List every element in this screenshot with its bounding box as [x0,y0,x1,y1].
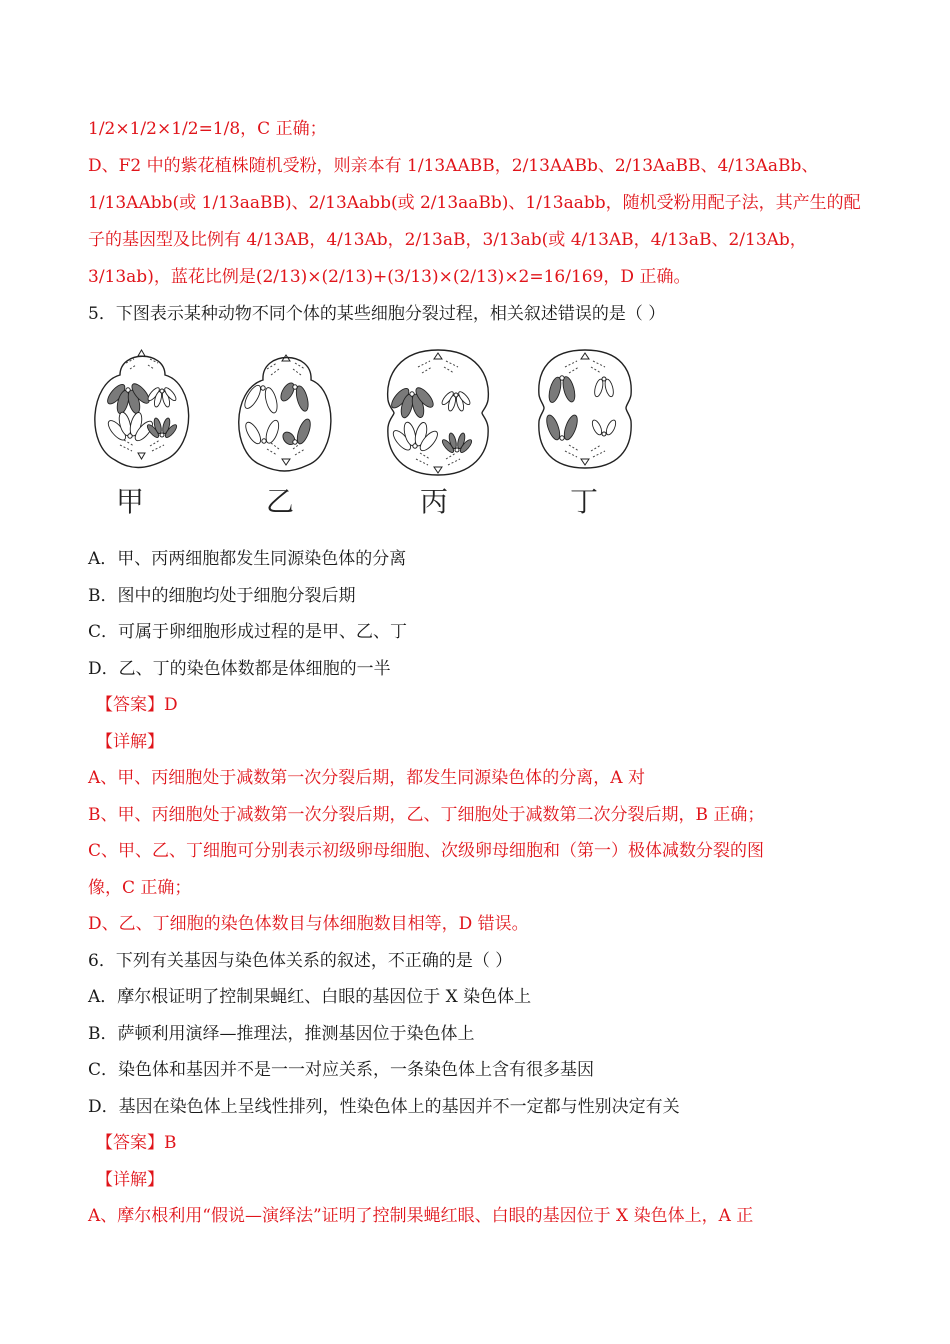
prev-explanation-line: 1/2×1/2×1/2=1/8，C 正确； [88,119,327,139]
cell-ding-diagram [535,345,635,475]
q6-stem: 6．下列有关基因与染色体关系的叙述，不正确的是（ ） [88,951,513,971]
prev-explanation-line: 子的基因型及比例有 4/13AB，4/13Ab，2/13aB，3/13ab(或 4/13AB，4/13aB、2/13Ab， [88,230,807,250]
cell-bing-diagram [386,345,491,480]
q5-stem: 5．下图表示某种动物不同个体的某些细胞分裂过程，相关叙述错误的是（ ） [88,304,666,324]
q6-explain-line: A、摩尔根利用“假说—演绎法”证明了控制果蝇红眼、白眼的基因位于 X 染色体上，A 正 [88,1206,754,1226]
q5-explain-line: C、甲、乙、丁细胞可分别表示初级卵母细胞、次级卵母细胞和（第一）极体减数分裂的图 [88,841,765,861]
q6-option-d: D．基因在染色体上呈线性排列，性染色体上的基因并不一定都与性别决定有关 [88,1097,680,1117]
q6-option-a: A．摩尔根证明了控制果蝇红、白眼的基因位于 X 染色体上 [88,987,532,1007]
prev-explanation-line: D、F2 中的紫花植株随机受粉，则亲本有 1/13AABB，2/13AABb、2/13AaBB、4/13AaBb、 [88,156,819,176]
figure-label-bing: 丙 [420,485,449,518]
q5-explain-line: 像，C 正确； [88,878,192,898]
prev-explanation-line: 1/13AAbb(或 1/13aaBB)、2/13Aabb(或 2/13aaBb)、1/13aabb，随机受粉用配子法，其产生的配 [88,193,861,213]
q6-explain-title: 【详解】 [96,1170,164,1190]
q6-option-b: B．萨顿利用演绎—推理法，推测基因位于染色体上 [88,1024,475,1044]
q5-answer: 【答案】D [96,695,178,715]
q5-option-a: A．甲、丙两细胞都发生同源染色体的分离 [88,549,407,569]
figure-label-jia: 甲 [116,485,145,518]
q6-option-c: C．染色体和基因并不是一一对应关系，一条染色体上含有很多基因 [88,1060,595,1080]
q5-explain-line: A、甲、丙细胞处于减数第一次分裂后期，都发生同源染色体的分离，A 对 [88,768,645,788]
figure-label-ding: 丁 [570,485,599,518]
q6-answer: 【答案】B [96,1133,177,1153]
prev-explanation-line: 3/13ab)，蓝花比例是(2/13)×(2/13)+(3/13)×(2/13)×2=16/169，D 正确。 [88,267,691,287]
q5-option-d: D．乙、丁的染色体数都是体细胞的一半 [88,659,391,679]
cell-division-figure [88,345,648,520]
q5-explain-line: D、乙、丁细胞的染色体数目与体细胞数目相等，D 错误。 [88,914,529,934]
figure-label-yi: 乙 [266,485,295,518]
q5-option-c: C．可属于卵细胞形成过程的是甲、乙、丁 [88,622,408,642]
cell-jia-diagram [90,345,195,470]
cell-yi-diagram [233,345,338,475]
q5-explain-title: 【详解】 [96,732,164,752]
q5-explain-line: B、甲、丙细胞处于减数第一次分裂后期，乙、丁细胞处于减数第二次分裂后期，B 正确； [88,805,765,825]
q5-option-b: B．图中的细胞均处于细胞分裂后期 [88,586,356,606]
